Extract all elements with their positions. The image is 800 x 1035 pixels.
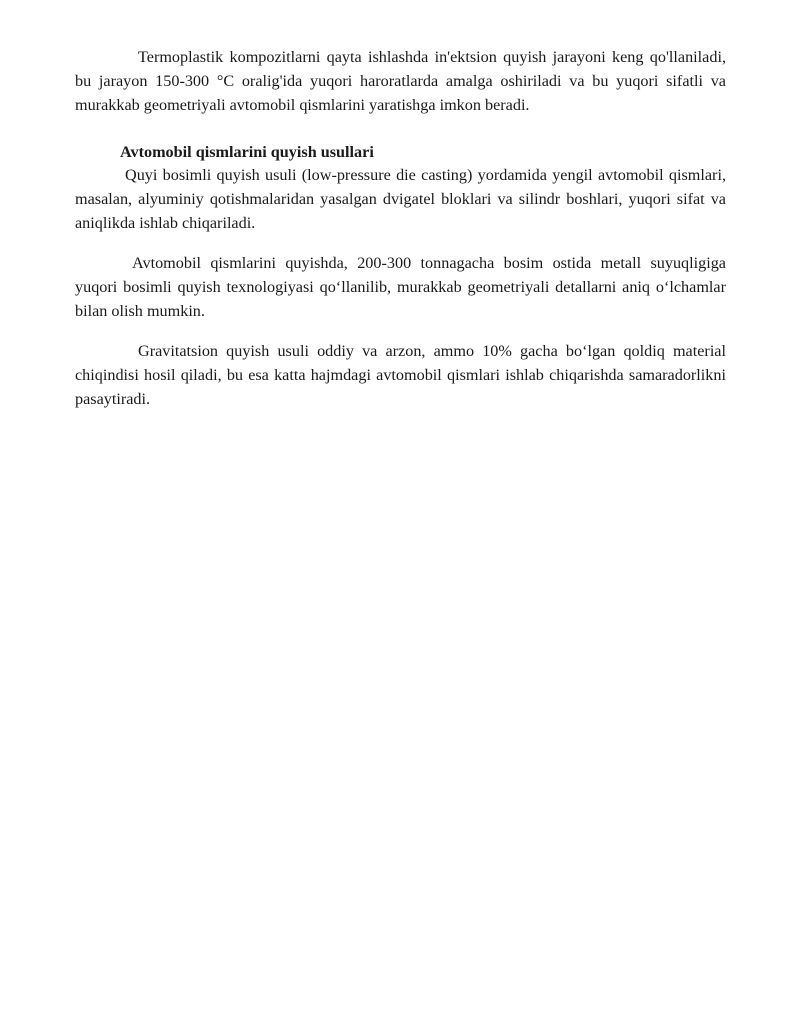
paragraph-gravity-casting: Gravitatsion quyish usuli oddiy va arzon, ammo 10% gacha bo‘lgan qoldiq material chiqindisi hosil qiladi, bu esa katta hajmdagi avtomobil qismlari ishlab chiqarishda samaradorlikni pasaytiradi. <box>75 342 726 408</box>
paragraph-low-pressure-casting: Quyi bosimli quyish usuli (low-pressure die casting) yordamida yengil avtomobil qismlari, masalan, alyuminiy qotishmalaridan yasalgan dvigatel bloklari va silindr boshlari, yuqori sifat va aniqlikda ishlab chiqariladi. <box>75 166 726 232</box>
paragraph-injection-molding: Termoplastik kompozitlarni qayta ishlashda in'ektsion quyish jarayoni keng qo'llaniladi, bu jarayon 150-300 °C oralig'ida yuqori haroratlarda amalga oshiriladi va bu yuqori sifatli va murakkab geometriyali avtomobil qismlarini yaratishga imkon beradi. <box>75 48 726 114</box>
document-page <box>75 45 726 411</box>
paragraph-high-pressure-casting: Avtomobil qismlarini quyishda, 200-300 tonnagacha bosim ostida metall suyuqligiga yuqori bosimli quyish texnologiyasi qo‘llanilib, murakkab geometriyali detallarni aniq o‘lchamlar bilan olish mumkin. <box>75 254 726 320</box>
section-heading: Avtomobil qismlarini quyish usullari <box>120 143 374 161</box>
